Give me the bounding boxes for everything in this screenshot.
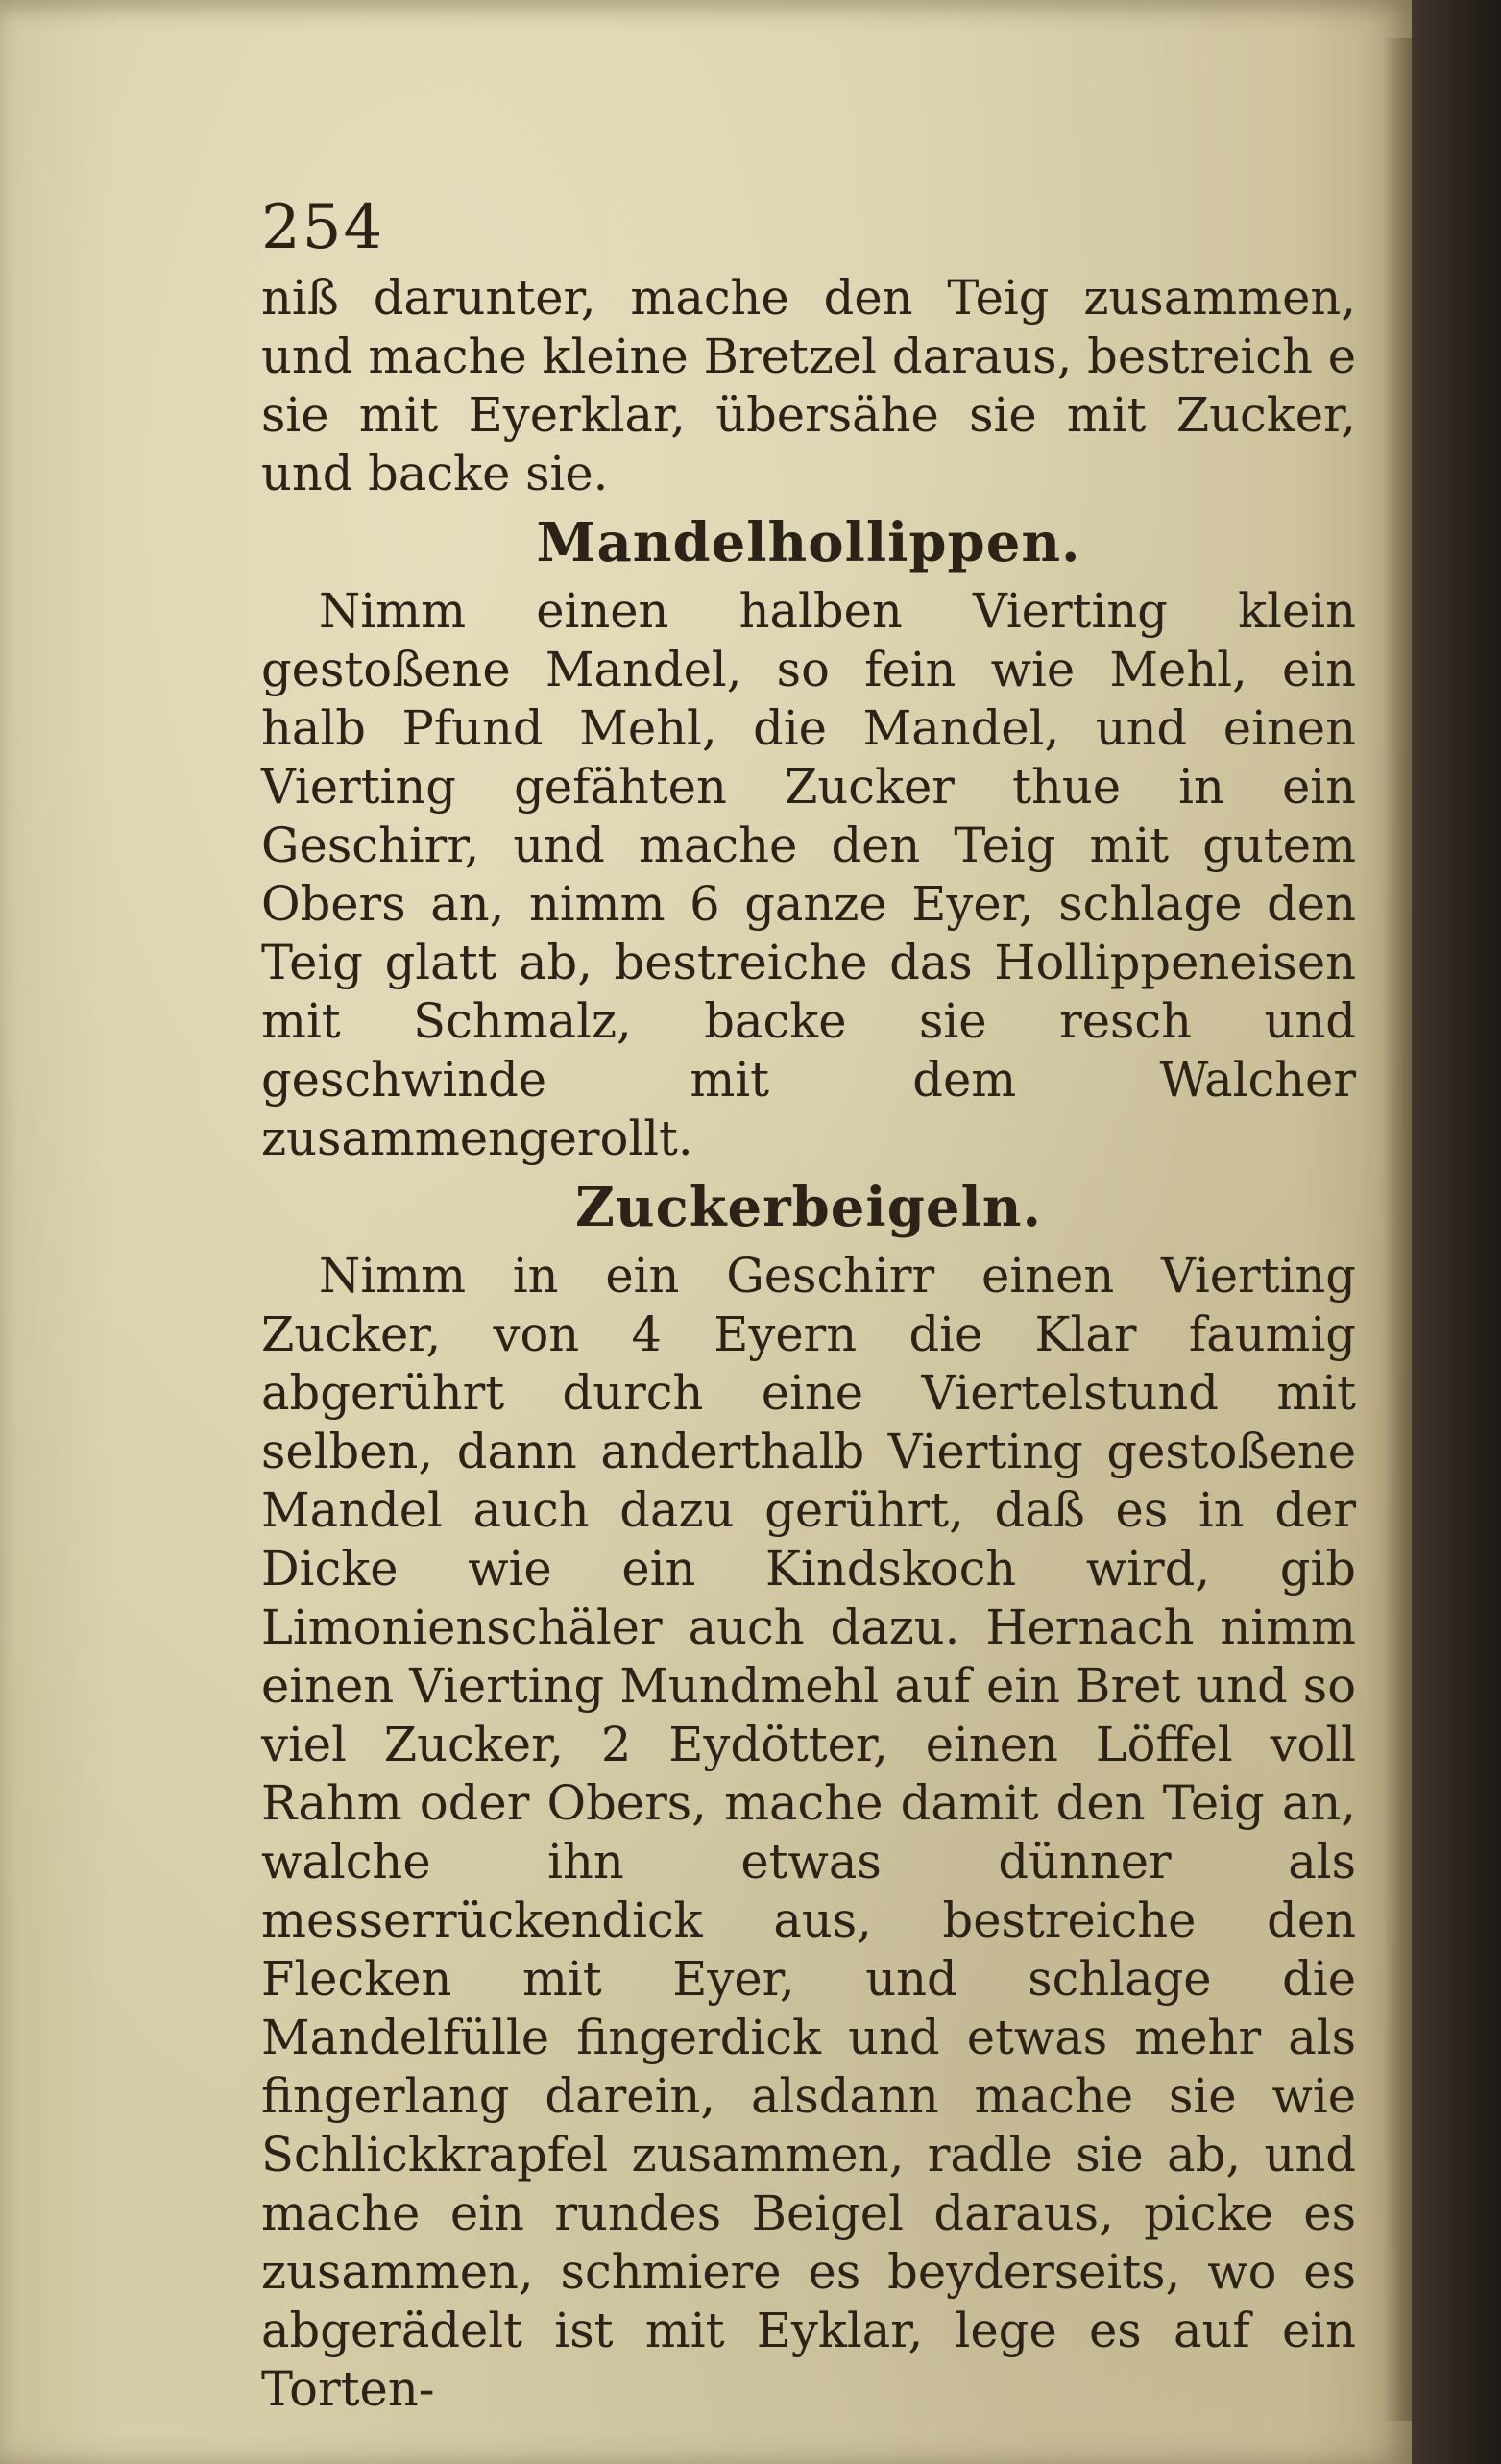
recipe-title-mandelhollippen: Mandelhollippen.: [536, 511, 1081, 574]
recipe-title-zuckerbeigeln: Zuckerbeigeln.: [575, 1176, 1042, 1239]
page-edge-shadow: [1383, 38, 1412, 2421]
page-number: 254: [261, 192, 385, 263]
recipe-body-mandelhollippen: Nimm einen halben Vierting klein gestoßene Mandel, so fein wie Mehl, ein halb Pfund Mehl, die Mandel, und einen Vierting gefähten Zucker thue in ein Geschirr, und mache den Teig mit gutem Obers an, nimm 6 ganze Eyer, schlage den Teig glatt ab, bestreiche das Hollippeneisen mit Schmalz, backe sie resch und geschwinde mit dem Walcher zusammengerollt.: [261, 583, 1356, 1166]
page-text: [261, 269, 1356, 2419]
recipe-body-zuckerbeigeln: Nimm in ein Geschirr einen Vierting Zucker, von 4 Eyern die Klar faumig abgerührt durch eine Viertelstund mit selben, dann anderthalb Vierting gestoßene Mandel auch dazu gerührt, daß es in der Dicke wie ein Kindskoch wird, gib Limonienschäler auch dazu. Hernach nimm einen Vierting Mundmehl auf ein Bret und so viel Zucker, 2 Eydötter, einen Löffel voll Rahm oder Obers, mache damit den Teig an, walche ihn etwas dünner als messerrückendick aus, bestreiche den Flecken mit Eyer, und schlage die Mandelfülle fingerdick und etwas mehr als fingerlang darein, alsdann mache sie wie Schlickkrapfel zusammen, radle sie ab, und mache ein rundes Beigel daraus, picke es zusammen, schmiere es beyderseits, wo es abgerädelt ist mit Eyklar, lege es auf ein Torten-: [261, 1248, 1356, 2417]
continuation-paragraph: niß darunter, mache den Teig zusammen, und mache kleine Bretzel daraus, bestreich e sie mit Eyerklar, übersähe sie mit Zucker, und backe sie.: [261, 270, 1356, 501]
